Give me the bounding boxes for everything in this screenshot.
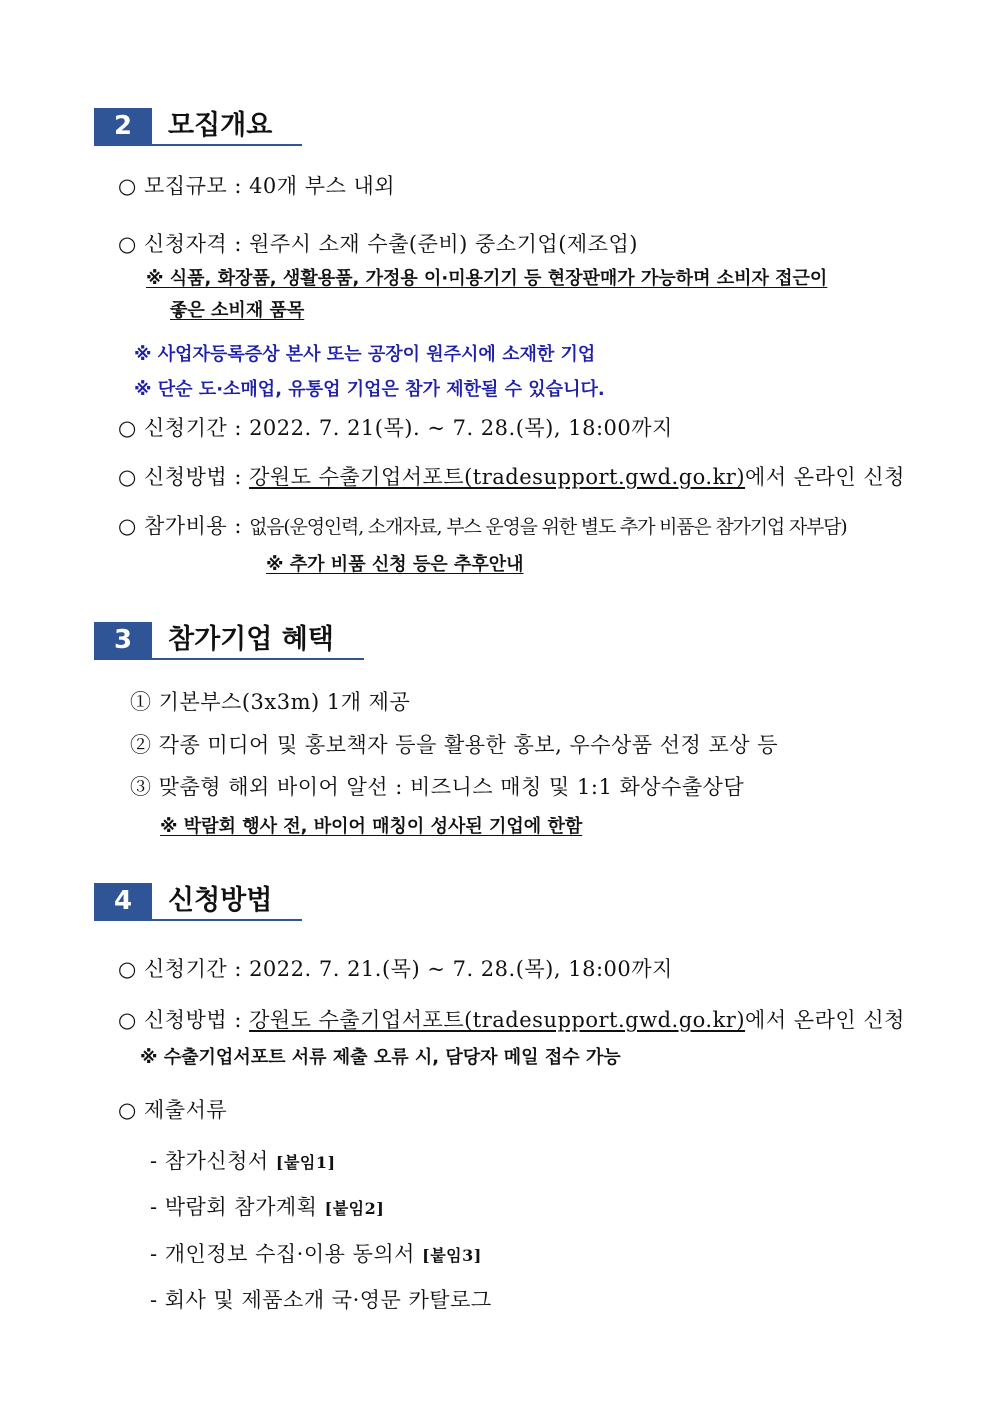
- section-number: 2: [94, 108, 152, 144]
- section-underline: [94, 658, 364, 660]
- benefit-buyer-matching: ③ 맞춤형 해외 바이어 알선 : 비즈니스 매칭 및 1:1 화상수출상담: [130, 775, 745, 799]
- application-method: [118, 1004, 905, 1034]
- attachment-tag: [붙임3]: [422, 1246, 482, 1265]
- section-title: 신청방법: [168, 885, 273, 916]
- document-item: [150, 1284, 492, 1314]
- document-name: - 참가신청서: [150, 1149, 269, 1173]
- tradesupport-link[interactable]: 강원도 수출기업서포트(tradesupport.gwd.go.kr): [249, 465, 746, 489]
- cost-label: ○ 참가비용 :: [118, 514, 250, 538]
- document-name: - 회사 및 제품소개 국·영문 카탈로그: [150, 1288, 492, 1312]
- section-title: 모집개요: [168, 110, 273, 141]
- benefit-promotion: ② 각종 미디어 및 홍보책자 등을 활용한 홍보, 우수상품 선정 포상 등: [130, 733, 779, 757]
- document-item: [150, 1191, 384, 1221]
- attachment-tag: [붙임1]: [275, 1153, 336, 1172]
- method-suffix: 에서 온라인 신청: [745, 465, 905, 489]
- application-period: ○ 신청기간 : 2022. 7. 21.(목) ~ 7. 28.(목), 18:00까지: [118, 957, 673, 981]
- eligibility: ○ 신청자격 : 원주시 소재 수출(준비) 중소기업(제조업): [118, 232, 638, 256]
- method-suffix: 에서 온라인 신청: [745, 1008, 905, 1032]
- section-title: 참가기업 혜택: [168, 624, 334, 655]
- section-underline: [94, 919, 302, 921]
- tradesupport-link[interactable]: 강원도 수출기업서포트(tradesupport.gwd.go.kr): [249, 1008, 746, 1032]
- document-name: - 개인정보 수집·이용 동의서: [150, 1242, 415, 1266]
- cost-value: 없음(운영인력, 소개자료, 부스 운영을 위한 별도 추가 비품은 참가기업 자부담): [249, 516, 847, 538]
- hq-location-note: ※ 사업자등록증상 본사 또는 공장이 원주시에 소재한 기업: [134, 344, 596, 365]
- method-label: ○ 신청방법 :: [118, 465, 250, 489]
- eligibility-note-line2: 좋은 소비재 품목: [170, 300, 305, 321]
- document-item: [150, 1145, 336, 1175]
- submission-error-note: ※ 수출기업서포트 서류 제출 오류 시, 담당자 메일 접수 가능: [140, 1047, 621, 1068]
- attachment-tag: [붙임2]: [324, 1199, 385, 1218]
- eligibility-note-line1: ※ 식품, 화장품, 생활용품, 가정용 이·미용기기 등 현장판매가 가능하며 소비자 접근이: [146, 268, 828, 289]
- document-name: - 박람회 참가계획: [150, 1195, 318, 1219]
- recruit-scale: ○ 모집규모 : 40개 부스 내외: [118, 174, 396, 198]
- section-number: 4: [94, 883, 152, 919]
- restriction-note: ※ 단순 도·소매업, 유통업 기업은 참가 제한될 수 있습니다.: [134, 379, 605, 400]
- cost-note: ※ 추가 비품 신청 등은 추후안내: [266, 554, 524, 575]
- method-label: ○ 신청방법 :: [118, 1008, 250, 1032]
- application-method: [118, 461, 905, 491]
- application-period: ○ 신청기간 : 2022. 7. 21(목). ~ 7. 28.(목), 18:00까지: [118, 416, 673, 440]
- benefit-note: ※ 박람회 행사 전, 바이어 매칭이 성사된 기업에 한함: [160, 816, 583, 837]
- benefit-booth: ① 기본부스(3x3m) 1개 제공: [130, 690, 411, 714]
- document-item: [150, 1238, 482, 1268]
- documents-title: ○ 제출서류: [118, 1098, 228, 1122]
- section-number: 3: [94, 622, 152, 658]
- participation-cost: [118, 510, 847, 540]
- section-underline: [94, 144, 302, 146]
